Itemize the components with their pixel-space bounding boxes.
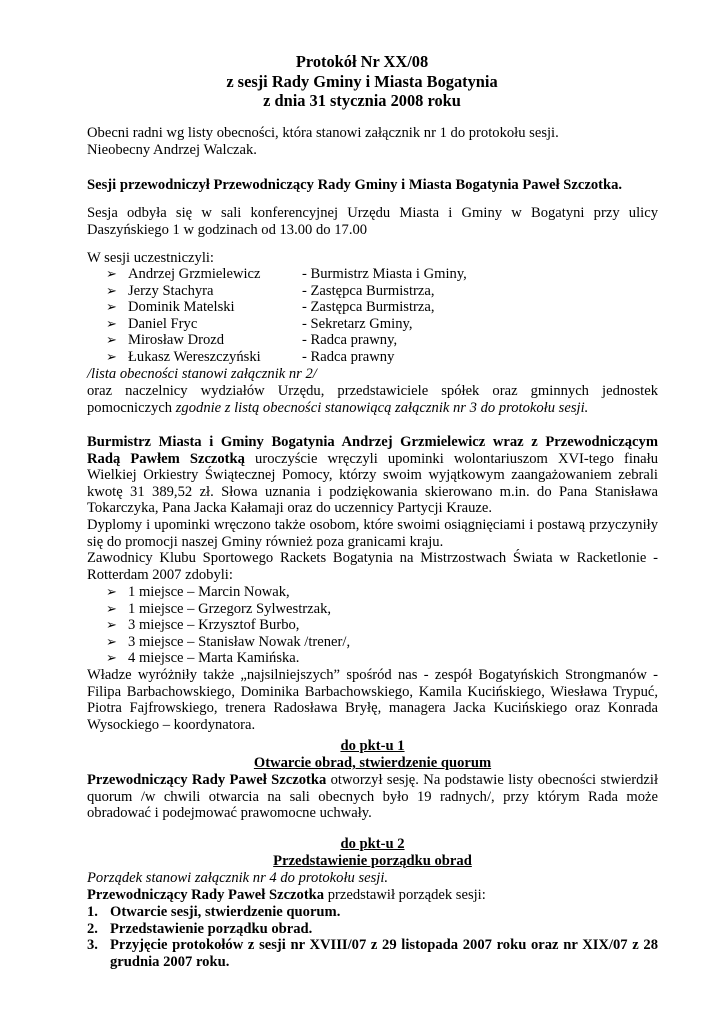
arrow-bullet-icon: ➢	[106, 282, 117, 298]
list-item	[106, 634, 666, 651]
participant-name: Jerzy Stachyra	[128, 282, 214, 299]
participant-role: - Radca prawny	[302, 348, 395, 365]
attendance-line-1: Obecni radni wg listy obecności, która stanowi załącznik nr 1 do protokołu sesji.	[87, 125, 559, 141]
awards-bold: Burmistrz Miasta i Gminy Bogatynia Andrzej Grzmielewicz wraz z Przewodniczącym Radą Pawłem Szczotką	[87, 434, 658, 467]
participant-name: Andrzej Grzmielewicz	[128, 266, 261, 282]
participant-role: - Zastępca Burmistrza,	[302, 282, 435, 299]
list-item	[106, 283, 666, 300]
chair-paragraph: Sesji przewodniczył Przewodniczący Rady Gminy i Miasta Bogatynia Paweł Szczotka.	[87, 177, 623, 193]
arrow-bullet-icon: ➢	[106, 266, 117, 281]
agenda-item	[87, 937, 658, 970]
arrow-bullet-icon: ➢	[106, 584, 117, 599]
title-line-3: z dnia 31 stycznia 2008 roku	[263, 91, 461, 110]
participants-list	[106, 266, 666, 366]
list-item	[106, 601, 666, 618]
agenda-number: 1.	[87, 904, 98, 920]
arrow-bullet-icon: ➢	[106, 348, 117, 364]
placings-list	[106, 584, 666, 667]
arrow-bullet-icon: ➢	[106, 332, 117, 348]
list-item	[106, 584, 666, 601]
point1-bold: Przewodniczący Rady Paweł Szczotka	[87, 772, 327, 788]
strongmen-paragraph: Władze wyróżniły także „najsilniejszych” spośród nas - zespół Bogatyńskich Strongmanów - Filipa Barbachowskiego, Dominika Barbachowskiego, Kamila Kucińskiego, Wiesława Trypuć, Piotra Fajfrowskiego, trenera Radosława Bryłę, managera Jacka Kucińskiego oraz Konrada Wysockiego – koordynatora.	[87, 667, 658, 733]
point1-paragraph	[87, 772, 658, 822]
awards-paragraph	[87, 434, 658, 517]
participants-intro: W sesji uczestniczyli:	[87, 250, 214, 266]
participant-role: - Radca prawny,	[302, 332, 398, 349]
list-item	[106, 299, 666, 316]
point1-text: otworzył sesję. Na podstawie listy obecności stwierdził quorum /w chwili otwarcia na sali obecnych było 19 radnych/, przy którym Rada może obradować i podejmować prawomocne uchwały.	[87, 772, 658, 822]
point2-paragraph	[87, 887, 658, 904]
others-text: oraz naczelnicy wydziałów Urzędu, przedstawiciele spółek oraz gminnych jednostek pomocniczych	[87, 383, 658, 416]
participant-name: Dominik Matelski	[128, 299, 235, 316]
point2-label: do pkt-u 2	[340, 836, 405, 852]
placing-text: 4 miejsce – Marta Kamińska.	[128, 650, 300, 667]
list-item	[106, 332, 666, 349]
point2-note: Porządek stanowi załącznik nr 4 do protokołu sesji.	[87, 870, 389, 886]
agenda-item	[87, 921, 658, 938]
point2-title: Przedstawienie porządku obrad	[273, 853, 472, 869]
awards-text: uroczyście wręczyli upominki wolontariuszom XVI-tego finału Wielkiej Orkiestry Świątecznej Pomocy, którzy swoim wyjątkowym zaangażowaniem zebrali kwotę 31 389,52 zł. Słowa uznania i podziękowania skierowano m.in. do Pana Stanisława Tokarczyka, Pana Jacka Kałamaji oraz do uczennicy Partycji Krauze.	[87, 450, 658, 517]
list-item	[106, 316, 666, 333]
list-item	[106, 650, 666, 667]
agenda-number: 3.	[87, 937, 98, 954]
placing-text: 1 miejsce – Grzegorz Sylwestrzak,	[128, 600, 332, 617]
participant-name: Łukasz Wereszczyński	[128, 348, 261, 365]
arrow-bullet-icon: ➢	[106, 650, 117, 666]
attendance-paragraph	[87, 125, 658, 158]
arrow-bullet-icon: ➢	[106, 617, 117, 633]
club-paragraph: Zawodnicy Klubu Sportowego Rackets Bogatynia na Mistrzostwach Świata w Racketlonie - Rotterdam 2007 zdobyli:	[87, 550, 658, 583]
list-item	[106, 349, 666, 366]
agenda-item	[87, 904, 658, 921]
diplomas-paragraph: Dyplomy i upominki wręczono także osobom, które swoimi osiągnięciami i postawą przyczyniły się do promocji naszej Gminy również poza granicami kraju.	[87, 517, 658, 550]
arrow-bullet-icon: ➢	[106, 299, 117, 315]
point1-title: Otwarcie obrad, stwierdzenie quorum	[253, 755, 492, 771]
list-note: /lista obecności stanowi załącznik nr 2/	[87, 366, 317, 382]
title-line-2: z sesji Rady Gminy i Miasta Bogatynia	[226, 71, 498, 91]
placing-text: 1 miejsce – Marcin Nowak,	[128, 584, 290, 600]
point2-bold: Przewodniczący Rady Paweł Szczotka	[87, 887, 325, 903]
agenda-text: Przedstawienie porządku obrad.	[110, 920, 313, 937]
participant-name: Mirosław Drozd	[128, 332, 225, 349]
arrow-bullet-icon: ➢	[106, 600, 117, 616]
agenda-text: Przyjęcie protokołów z sesji nr XVIII/07 z 29 listopada 2007 roku oraz nr XIX/07 z 28 grudnia 2007 roku.	[110, 937, 658, 970]
participant-role: - Burmistrz Miasta i Gminy,	[302, 266, 467, 282]
agenda-text: Otwarcie sesji, stwierdzenie quorum.	[110, 904, 341, 920]
participant-role: - Zastępca Burmistrza,	[302, 299, 435, 316]
title-line-1: Protokół Nr XX/08	[295, 52, 429, 71]
document-title	[0, 52, 724, 111]
arrow-bullet-icon: ➢	[106, 315, 117, 331]
agenda-number: 2.	[87, 920, 98, 937]
point2-text: przedstawił porządek sesji:	[324, 887, 486, 903]
others-paragraph	[87, 383, 658, 416]
participant-name: Daniel Fryc	[128, 315, 198, 332]
placing-text: 3 miejsce – Krzysztof Burbo,	[128, 617, 300, 634]
others-italic: zgodnie z listą obecności stanowiącą załącznik nr 3 do protokołu sesji.	[175, 399, 589, 416]
agenda-list	[87, 904, 658, 970]
list-item	[106, 266, 666, 283]
list-item	[106, 617, 666, 634]
arrow-bullet-icon: ➢	[106, 633, 117, 649]
participant-role: - Sekretarz Gminy,	[302, 315, 413, 332]
venue-paragraph: Sesja odbyła się w sali konferencyjnej Urzędu Miasta i Gminy w Bogatyni przy ulicy Daszyńskiego 1 w godzinach od 13.00 do 17.00	[87, 205, 658, 238]
point1-label: do pkt-u 1	[340, 738, 405, 754]
placing-text: 3 miejsce – Stanisław Nowak /trener/,	[128, 633, 351, 650]
attendance-line-2: Nieobecny Andrzej Walczak.	[87, 141, 257, 158]
